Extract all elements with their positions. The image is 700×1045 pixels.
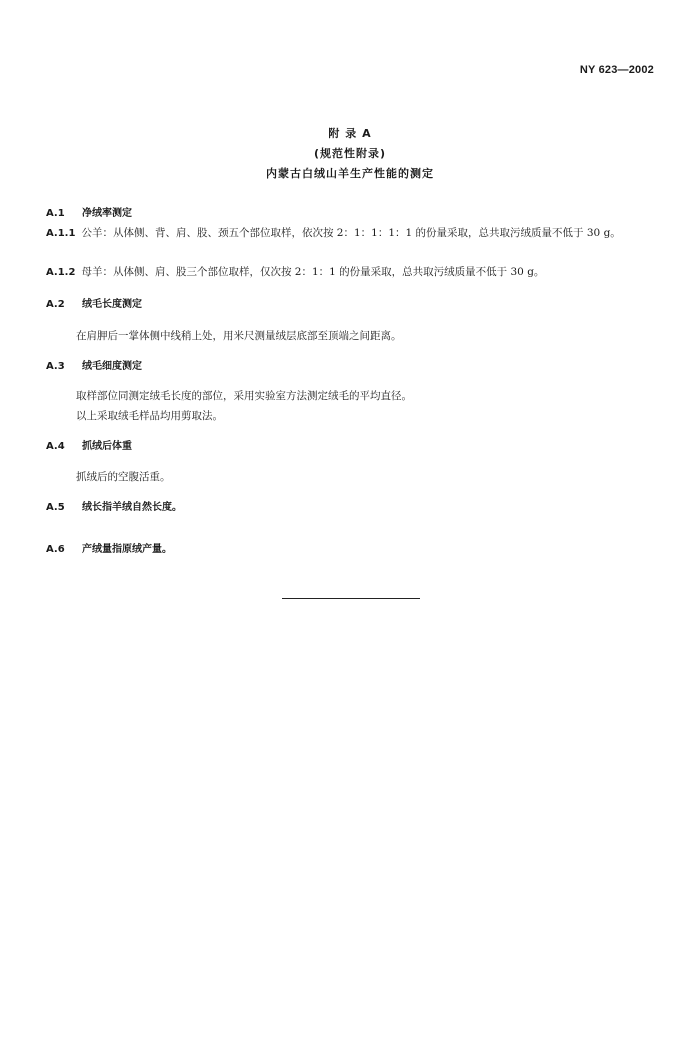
appendix-type: (规范性附录) — [313, 147, 387, 160]
section-a2-heading — [46, 296, 142, 314]
section-title: 净绒率测定 — [82, 208, 132, 219]
clause-a1-2 — [46, 263, 656, 282]
section-a3-text-2: 以上采取绒毛样品均用剪取法。 — [76, 410, 223, 422]
section-a4-text: 抓绒后的空腹活重。 — [76, 471, 171, 483]
section-number: A.5 — [46, 502, 65, 513]
clause-text: 公羊：从体侧、背、肩、股、颈五个部位取样，依次按 2：1：1：1：1 的份量采取，总共取污绒质量不低于 30 g。 — [81, 227, 621, 239]
section-title: 产绒量指原绒产量。 — [82, 544, 172, 555]
appendix-title: 附 录 A — [328, 127, 372, 140]
section-number: A.1 — [46, 208, 65, 219]
section-a2-text: 在肩胛后一掌体侧中线稍上处，用米尺测量绒层底部至顶端之间距离。 — [76, 330, 402, 342]
clause-text: 母羊：从体侧、肩、股三个部位取样，仅次按 2：1：1 的份量采取，总共取污绒质量不低于 30 g。 — [81, 266, 545, 278]
section-a3-text-1: 取样部位同测定绒毛长度的部位，采用实验室方法测定绒毛的平均直径。 — [76, 390, 412, 402]
section-number: A.2 — [46, 299, 65, 310]
section-title: 绒毛长度测定 — [82, 299, 142, 310]
end-rule — [282, 598, 420, 599]
section-title: 抓绒后体重 — [82, 441, 132, 452]
section-title: 绒长指羊绒自然长度。 — [82, 502, 182, 513]
clause-number: A.1.1 — [46, 228, 76, 239]
clause-a1-1 — [46, 224, 656, 243]
section-a3-heading — [46, 358, 142, 376]
appendix-title-block — [0, 124, 700, 184]
section-number: A.6 — [46, 544, 65, 555]
section-a5-heading — [46, 499, 182, 517]
section-a6-heading — [46, 541, 172, 559]
section-a4-heading — [46, 438, 132, 456]
section-number: A.4 — [46, 441, 65, 452]
section-number: A.3 — [46, 361, 65, 372]
section-title: 绒毛细度测定 — [82, 361, 142, 372]
standard-code: NY 623—2002 — [579, 64, 654, 76]
section-a1-heading — [46, 205, 132, 223]
appendix-subject: 内蒙古白绒山羊生产性能的测定 — [266, 167, 434, 180]
clause-number: A.1.2 — [46, 267, 76, 278]
